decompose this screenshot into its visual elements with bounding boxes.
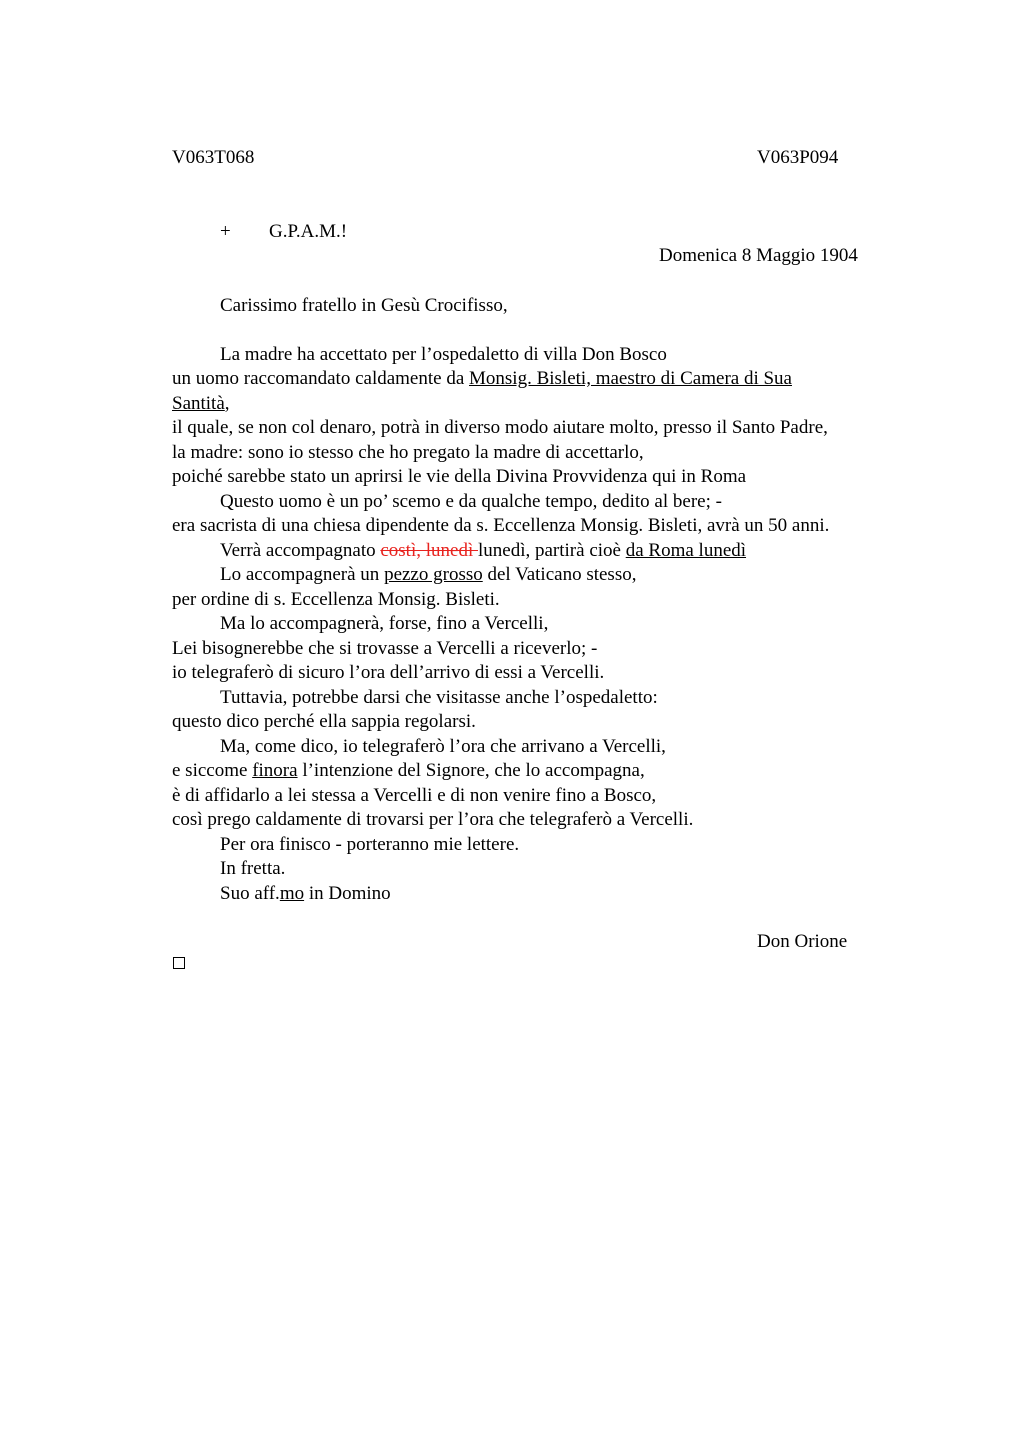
body-line-19: è di affidarlo a lei stessa a Vercelli e di non venire fino a Bosco, (172, 785, 657, 806)
underlined-da-roma-lunedi: da Roma lunedì (625, 540, 747, 561)
closing-line (220, 882, 391, 906)
body-line-5: la madre: sono io stesso che ho pregato la madre di accettarlo, (172, 442, 644, 463)
struck-text: costì, lunedì (380, 540, 478, 561)
body-line-15: Tuttavia, potrebbe darsi che visitasse anche l’ospedaletto: (220, 687, 658, 708)
underlined-santita: Santità (172, 393, 225, 414)
body-line-22: In fretta. (220, 858, 286, 879)
underlined-pezzo-grosso: pezzo grosso (384, 564, 483, 585)
underlined-mo: mo (279, 883, 305, 904)
body-line-18-text: e siccome (172, 760, 253, 781)
letter-date: Domenica 8 Maggio 1904 (659, 245, 858, 266)
body-line-18 (172, 759, 645, 783)
body-line-10-cont: del Vaticano stesso, (482, 564, 637, 585)
body-line-14: io telegraferò di sicuro l’ora dell’arrivo di essi a Vercelli. (172, 662, 605, 683)
salutation: Carissimo fratello in Gesù Crocifisso, (220, 295, 508, 316)
document-code-right: V063P094 (757, 147, 839, 168)
body-line-9-text: Verrà accompagnato (220, 540, 381, 561)
body-line-4: il quale, se non col denaro, potrà in diverso modo aiutare molto, presso il Santo Padre, (172, 417, 828, 438)
cross-symbol: + (220, 221, 231, 242)
body-line-20: così prego caldamente di trovarsi per l’ora che telegraferò a Vercelli. (172, 809, 694, 830)
body-line-8: era sacrista di una chiesa dipendente da s. Eccellenza Monsig. Bisleti, avrà un 50 anni. (172, 515, 830, 536)
body-line-7: Questo uomo è un po’ scemo e da qualche tempo, dedito al bere; - (220, 491, 722, 512)
body-line-10-text: Lo accompagnerà un (220, 564, 385, 585)
body-line-17: Ma, come dico, io telegraferò l’ora che arrivano a Vercelli, (220, 736, 666, 757)
body-line-3-comma: , (224, 393, 230, 414)
end-box-icon (173, 957, 185, 969)
body-line-11: per ordine di s. Eccellenza Monsig. Bisleti. (172, 589, 500, 610)
body-line-16: questo dico perché ella sappia regolarsi. (172, 711, 476, 732)
body-line-9 (220, 539, 746, 563)
underlined-monsig-bisleti: Monsig. Bisleti, maestro di Camera di Sua (469, 368, 792, 389)
body-line-12: Ma lo accompagnerà, forse, fino a Vercelli, (220, 613, 549, 634)
body-line-18-cont: l’intenzione del Signore, che lo accompagna, (297, 760, 645, 781)
document-code-left: V063T068 (172, 147, 255, 168)
underlined-finora: finora (252, 760, 298, 781)
body-line-21: Per ora finisco - porteranno mie lettere. (220, 834, 520, 855)
body-line-9-cont: lunedì, partirà cioè (478, 540, 626, 561)
invocation: G.P.A.M.! (269, 221, 348, 242)
closing-cont: in Domino (304, 883, 391, 904)
body-line-3 (172, 392, 230, 416)
closing-text: Suo aff. (220, 883, 280, 904)
body-line-13: Lei bisognerebbe che si trovasse a Vercelli a riceverlo; - (172, 638, 598, 659)
body-line-10 (220, 563, 636, 587)
body-line-1: La madre ha accettato per l’ospedaletto di villa Don Bosco (220, 344, 667, 365)
body-line-2-text: un uomo raccomandato caldamente da (172, 368, 470, 389)
signature: Don Orione (757, 931, 848, 952)
body-line-6: poiché sarebbe stato un aprirsi le vie della Divina Provvidenza qui in Roma (172, 466, 747, 487)
body-line-2 (172, 367, 792, 391)
